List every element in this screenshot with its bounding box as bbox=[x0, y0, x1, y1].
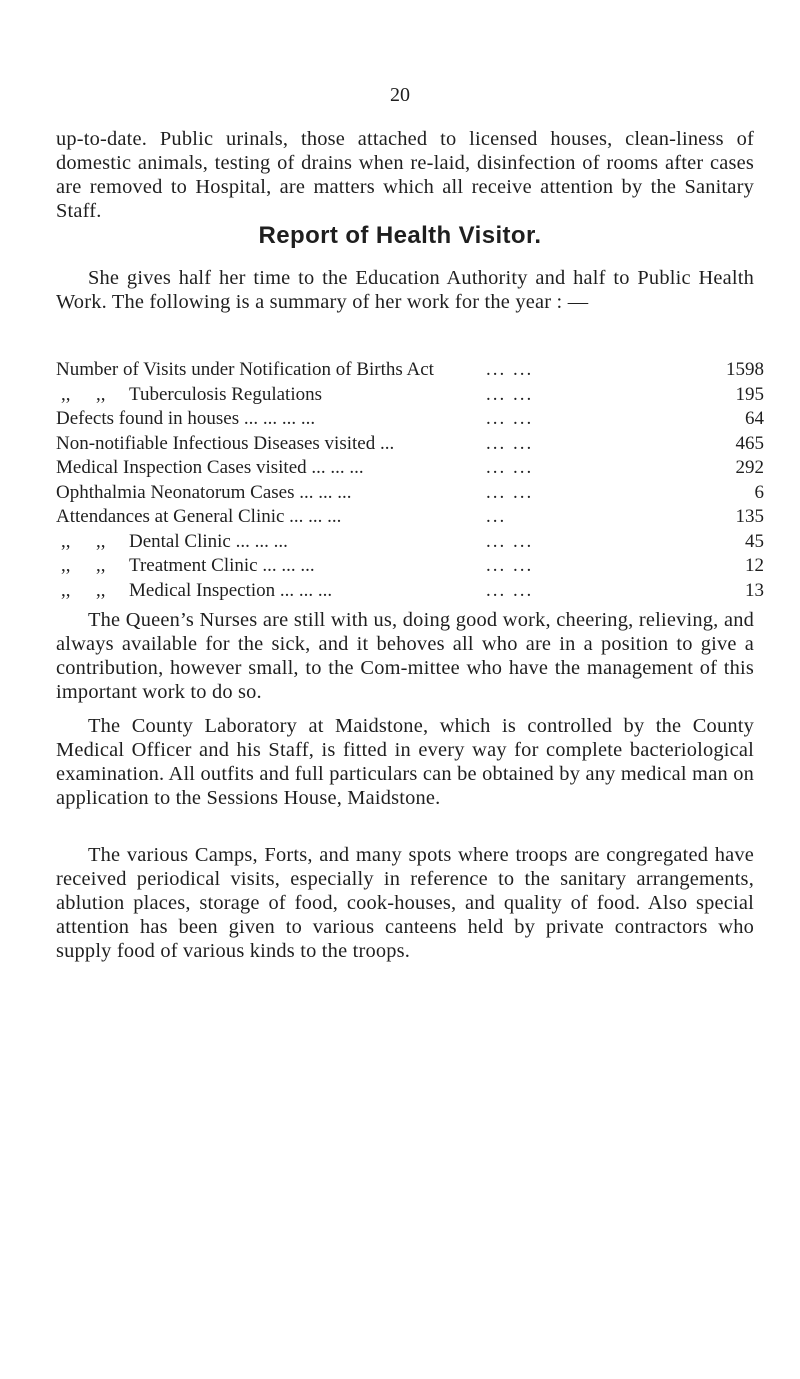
stat-row bbox=[56, 481, 764, 506]
stat-row bbox=[56, 432, 764, 457]
county-laboratory-paragraph: The County Laboratory at Maidstone, which is controlled by the County Medical Officer and his Staff, is fitted in every way for complete bacteriological examination. All outfits and full particulars can be obtained by any medical man on application to the Sessions House, Maidstone. bbox=[56, 715, 754, 809]
stat-leader-dots: ... bbox=[486, 506, 507, 527]
stat-row bbox=[56, 407, 764, 432]
stat-leader-dots: ... ... bbox=[486, 408, 534, 429]
stat-leader-dots: ... ... bbox=[486, 457, 534, 478]
stat-leader-dots: ... ... bbox=[486, 432, 534, 454]
stat-value: 465 bbox=[735, 432, 764, 454]
ditto-mark: ,, bbox=[61, 383, 71, 405]
stat-label: Ophthalmia Neonatorum Cases ... ... ... bbox=[56, 481, 352, 503]
stat-value: 64 bbox=[745, 408, 764, 429]
stat-value: 6 bbox=[754, 481, 764, 503]
stat-label: Tuberculosis Regulations bbox=[129, 383, 322, 405]
stat-leader-dots: ... ... bbox=[486, 481, 534, 503]
stat-label: Dental Clinic ... ... ... bbox=[129, 530, 288, 552]
camps-paragraph: The various Camps, Forts, and many spots where troops are congregated have received periodical visits, especially in reference to the sanitary arrangements, ablution places, storage of food, cook-houses, and quality of food. Also special attention has been given to various canteens held by private contractors who supply food of various kinds to the troops. bbox=[56, 844, 754, 962]
stat-leader-dots: ... ... bbox=[486, 579, 534, 601]
ditto-mark: ,, bbox=[96, 579, 106, 601]
stat-value: 12 bbox=[745, 555, 764, 576]
summary-intro-paragraph: She gives half her time to the Education Authority and half to Public Health Work. The following is a summary of her work for the year : — bbox=[56, 267, 754, 313]
queens-nurses-paragraph: The Queen’s Nurses are still with us, doing good work, cheering, relieving, and always available for the sick, and it behoves all who are in a position to give a contribution, however small, to the Com-mittee who have the management of this important work to do so. bbox=[56, 609, 754, 703]
health-visitor-statistics bbox=[56, 358, 764, 603]
page-number: 20 bbox=[390, 84, 410, 106]
stat-leader-dots: ... ... bbox=[486, 383, 534, 405]
stat-value: 135 bbox=[735, 506, 764, 527]
stat-leader-dots: ... ... bbox=[486, 530, 534, 552]
stat-value: 1598 bbox=[726, 359, 764, 380]
stat-label: Number of Visits under Notification of Births Act bbox=[56, 359, 434, 380]
stat-label: Medical Inspection Cases visited ... ... ... bbox=[56, 457, 364, 478]
stat-label: Attendances at General Clinic ... ... ... bbox=[56, 506, 342, 527]
stat-label: Medical Inspection ... ... ... bbox=[129, 579, 333, 601]
stat-row bbox=[56, 554, 764, 579]
stat-row bbox=[56, 505, 764, 530]
section-heading: Report of Health Visitor. bbox=[258, 222, 542, 249]
stat-value: 45 bbox=[745, 530, 764, 552]
stat-value: 13 bbox=[745, 579, 764, 601]
stat-row bbox=[56, 530, 764, 555]
ditto-mark: ,, bbox=[96, 530, 106, 552]
stat-row bbox=[56, 579, 764, 604]
stat-value: 195 bbox=[735, 383, 764, 405]
ditto-mark: ,, bbox=[61, 555, 71, 576]
stat-leader-dots: ... ... bbox=[486, 555, 534, 576]
stat-label: Non-notifiable Infectious Diseases visited ... bbox=[56, 432, 395, 454]
ditto-mark: ,, bbox=[61, 579, 71, 601]
stat-row bbox=[56, 456, 764, 481]
ditto-mark: ,, bbox=[61, 530, 71, 552]
stat-leader-dots: ... ... bbox=[486, 359, 534, 380]
intro-paragraph: up-to-date. Public urinals, those attached to licensed houses, clean-liness of domestic animals, testing of drains when re-laid, disinfection of rooms after cases are removed to Hospital, are matters which all receive attention by the Sanitary Staff. bbox=[56, 128, 754, 222]
stat-label: Defects found in houses ... ... ... ... bbox=[56, 408, 316, 429]
stat-row bbox=[56, 383, 764, 408]
ditto-mark: ,, bbox=[96, 383, 106, 405]
stat-label: Treatment Clinic ... ... ... bbox=[129, 555, 315, 576]
ditto-mark: ,, bbox=[96, 555, 106, 576]
stat-row bbox=[56, 358, 764, 383]
stat-value: 292 bbox=[735, 457, 764, 478]
